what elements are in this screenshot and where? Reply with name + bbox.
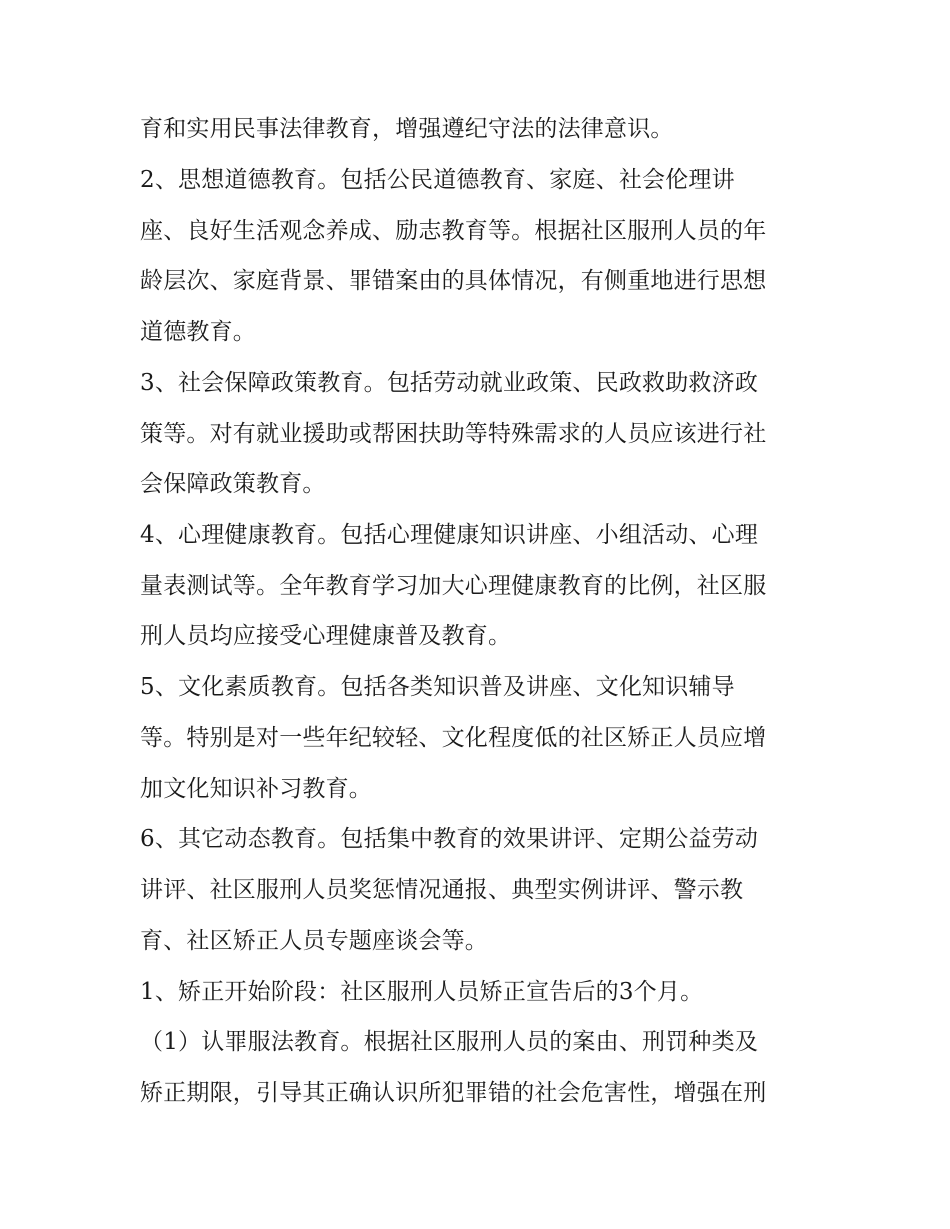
text-line: 加文化知识补习教育。 xyxy=(140,776,372,802)
text-line: 6、其它动态教育。包括集中教育的效果讲评、定期公益劳动 xyxy=(140,826,759,852)
text-line: 4、心理健康教育。包括心理健康知识讲座、小组活动、心理 xyxy=(140,522,759,548)
text-line: 座、良好生活观念养成、励志教育等。根据社区服刑人员的年 xyxy=(140,218,767,244)
text-line: （1）认罪服法教育。根据社区服刑人员的案由、刑罚种类及 xyxy=(140,1029,759,1055)
text-line: 量表测试等。全年教育学习加大心理健康教育的比例，社区服 xyxy=(140,573,767,599)
text-line: 2、思想道德教育。包括公民道德教育、家庭、社会伦理讲 xyxy=(140,167,735,193)
text-line: 等。特别是对一些年纪较轻、文化程度低的社区矫正人员应增 xyxy=(140,725,767,751)
text-line: 会保障政策教育。 xyxy=(140,471,326,497)
text-line: 讲评、社区服刑人员奖惩情况通报、典型实例讲评、警示教 xyxy=(140,877,744,903)
text-line: 5、文化素质教育。包括各类知识普及讲座、文化知识辅导 xyxy=(140,674,735,700)
text-line: 育和实用民事法律教育，增强遵纪守法的法律意识。 xyxy=(140,116,674,142)
text-line: 龄层次、家庭背景、罪错案由的具体情况，有侧重地进行思想 xyxy=(140,268,767,294)
text-line: 育、社区矫正人员专题座谈会等。 xyxy=(140,928,488,954)
text-line: 策等。对有就业援助或帮困扶助等特殊需求的人员应该进行社 xyxy=(140,421,767,447)
text-line: 刑人员均应接受心理健康普及教育。 xyxy=(140,623,512,649)
text-line: 3、社会保障政策教育。包括劳动就业政策、民政救助救济政 xyxy=(140,370,759,396)
text-line: 1、矫正开始阶段：社区服刑人员矫正宣告后的3个月。 xyxy=(140,979,704,1005)
text-line: 矫正期限，引导其正确认识所犯罪错的社会危害性，增强在刑 xyxy=(140,1080,767,1106)
text-line: 道德教育。 xyxy=(140,319,256,345)
